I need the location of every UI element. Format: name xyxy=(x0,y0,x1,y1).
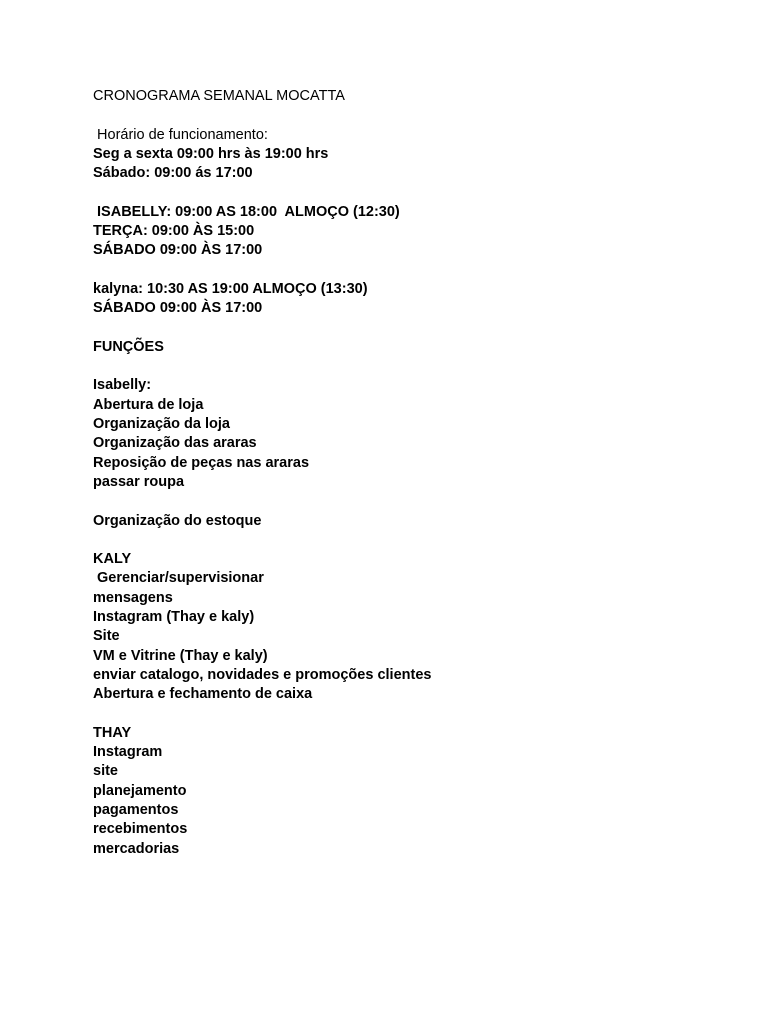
schedule-kalyna-saturday: SÁBADO 09:00 ÀS 17:00 xyxy=(93,300,263,317)
thay-task: mercadorias xyxy=(93,840,180,857)
thay-task: site xyxy=(93,763,118,780)
kaly-task: mensagens xyxy=(93,589,173,606)
document-title: CRONOGRAMA SEMANAL MOCATTA xyxy=(93,88,345,104)
kaly-task: enviar catalogo, novidades e promoções clientes xyxy=(93,666,432,683)
spacer xyxy=(93,357,733,376)
thay-heading: THAY xyxy=(93,724,132,741)
kaly-task: Abertura e fechamento de caixa xyxy=(93,686,313,703)
hours-weekdays: Seg a sexta 09:00 hrs às 19:00 hrs xyxy=(93,145,329,162)
spacer xyxy=(93,106,733,125)
kaly-heading: KALY xyxy=(93,551,132,568)
hours-saturday: Sábado: 09:00 ás 17:00 xyxy=(93,165,253,182)
spacer xyxy=(93,492,733,511)
isabelly-task: Organização das araras xyxy=(93,435,257,452)
isabelly-heading: Isabelly: xyxy=(93,377,152,394)
spacer xyxy=(93,261,733,280)
schedule-isabelly-saturday: SÁBADO 09:00 ÀS 17:00 xyxy=(93,242,263,259)
spacer xyxy=(93,531,733,550)
schedule-isabelly-tuesday: TERÇA: 09:00 ÀS 15:00 xyxy=(93,223,255,240)
kaly-task: Site xyxy=(93,628,120,645)
thay-task: Instagram xyxy=(93,744,163,761)
thay-task: pagamentos xyxy=(93,801,179,818)
isabelly-extra-task: Organização do estoque xyxy=(93,512,262,529)
isabelly-task: Reposição de peças nas araras xyxy=(93,454,310,471)
thay-task: recebimentos xyxy=(93,821,188,838)
schedule-isabelly-line: ISABELLY: 09:00 AS 18:00 ALMOÇO (12:30) xyxy=(93,203,400,220)
document-page xyxy=(93,87,733,859)
spacer xyxy=(93,183,733,202)
kaly-task: VM e Vitrine (Thay e kaly) xyxy=(93,647,268,664)
isabelly-task: Organização da loja xyxy=(93,416,230,433)
kaly-task: Instagram (Thay e kaly) xyxy=(93,609,255,626)
spacer xyxy=(93,705,733,724)
isabelly-task: passar roupa xyxy=(93,473,185,490)
hours-heading: Horário de funcionamento: xyxy=(93,126,268,143)
isabelly-task: Abertura de loja xyxy=(93,396,204,413)
thay-task: planejamento xyxy=(93,782,187,799)
kaly-task: Gerenciar/supervisionar xyxy=(93,570,264,587)
spacer xyxy=(93,319,733,338)
functions-heading: FUNÇÕES xyxy=(93,338,164,355)
schedule-kalyna-line: kalyna: 10:30 AS 19:00 ALMOÇO (13:30) xyxy=(93,280,368,297)
